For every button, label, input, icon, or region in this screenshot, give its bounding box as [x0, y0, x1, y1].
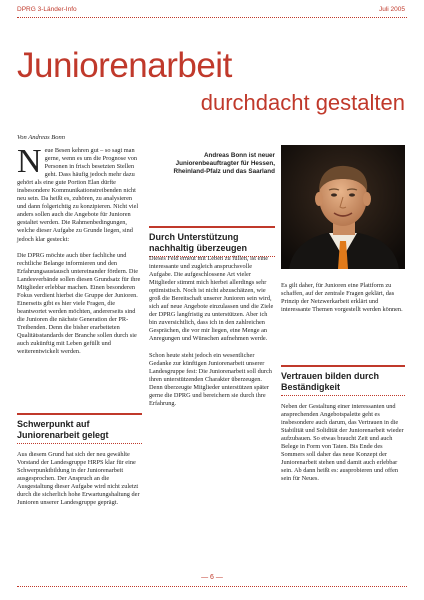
heading-text: Vertrauen bilden durch Beständigkeit [281, 371, 380, 392]
heading-text: Durch Unterstützung nachhaltig überzeugen [149, 232, 248, 253]
column-1 [17, 143, 142, 364]
column-2 [149, 255, 275, 416]
page-number [0, 574, 424, 581]
heading-text: Schwerpunkt auf Juniorenarbeit gelegt [17, 419, 109, 440]
article-title: Juniorenarbeit [17, 46, 232, 85]
author-photo [281, 145, 405, 269]
heading-dotted-rule [281, 395, 405, 396]
drop-cap: N [17, 143, 42, 180]
portrait-image [281, 145, 405, 269]
paragraph: Die DPRG möchte auch über fachliche und rechtliche Belange informieren und den Erfahrungsaustausch untereinander fördern. Die Landesverbände sollen diesen Grundsatz für ihre Mitglieder erlebbar machen. Einen besonderen Fokus verdient hierbei die Gruppe der Junioren. Einerseits gibt es hier viele Fragen, die beantwortet werden möchten, andererseits sind die Junioren die nächste Generation der PR-Treibenden. Denn die bisher erarbeiteten Qualitätsstandards der Branche sollen durch sie auch zukünftig mit Leben gefüllt und weiterentwickelt werden. [17, 251, 141, 356]
paragraph: Es gilt daher, für Junioren eine Plattform zu schaffen, auf der zentrale Fragen geklärt, das Prinzip der Netzwerkarbeit erklärt und interessante Themen vorgestellt werden können. [281, 282, 403, 314]
heading-rule [149, 226, 275, 228]
paragraph: Schon heute steht jedoch ein wesentlicher Gedanke zur künftigen Juniorenarbeit unserer Landesgruppe fest: Die Juniorenarbeit soll durch ihren unterstützenden Charakter überzeugen. Denn überzeugte Mitglieder unterstützen später gerne die DPRG und bereichern sie durch ihre Erfahrung. [149, 351, 272, 407]
section-heading-3 [281, 365, 405, 483]
section-heading-2 [149, 226, 275, 257]
intro-text: eue Besen kehren gut – so sagt man gerne, wenn es um die Prognose von Personen in frisch besetzten Stellen geht. Dass häufig jedoch mehr dazu gehört als eine gute Portion Elan dürfte insbesondere Kommunikationstreibenden nicht neu sein. Da heißt es, zuhören, zu analysieren und dann folgerichtig zu konzipieren. Nicht viel anders sollen auch die Angebote für Junioren gestaltet werden. Die Rahmenbedingungen, welche dieser Aufgabe zu Grunde liegen, sind jedoch klar gesteckt: [17, 147, 139, 243]
page-number-text: — 6 — [197, 574, 227, 581]
heading-dotted-rule [17, 443, 142, 444]
heading-rule [17, 413, 142, 415]
paragraph: Dieses Feld erneut mit Leben zu füllen, ist eine interessante und zugleich anspruchsvolle Aufgabe. Die aufgeschlossene Art vieler Mitglieder stimmt mich hierbei allerdings sehr optimistisch. Noch ist nicht abzuschätzen, wie groß die Bereitschaft unserer Junioren sein wird, sich auf neue Angebote einzulassen und die Ziele der DPRG langfristig zu unterstützen. Aber ich bin zuversichtlich, dass ich in den zahlreichen Gesprächen, die vor mir liegen, eine Menge an Anregungen und Wünschen aufnehmen werde. [149, 255, 274, 343]
article-subtitle: durchdacht gestalten [200, 90, 405, 115]
photo-caption: Andreas Bonn ist neuer Juniorenbeauftragter für Hessen, Rheinland-Pfalz und das Saarland [173, 152, 275, 175]
publication-name: DPRG 3-Länder-Info [17, 6, 77, 13]
heading-rule [281, 365, 405, 367]
issue-date: Juli 2005 [378, 6, 405, 13]
paragraph: Neben der Gestaltung einer interessanten und ansprechenden Angebotspalette geht es insbesondere auch darum, das Vertrauen in die Stabilität und Solidität der Juniorenarbeit wieder aufzubauen. So etwas braucht Zeit und auch Belege in Form von Taten. Bis Ende des Sommers soll daher das neue Konzept der Juniorenarbeit stehen und damit auch erlebbar sein. Ab dann heißt es: ausprobieren und offen sein für Neues. [281, 403, 404, 483]
section-heading-1 [17, 413, 142, 507]
author-byline: Von Andreas Bonn [17, 134, 66, 141]
paragraph: Aus diesem Grund hat sich der neu gewählte Vorstand der Landesgruppe HRPS klar für eine Schwerpunktbildung in der Juniorenarbeit ausgesprochen. Der Anspruch an die Ausgestaltung dieser Aufgabe wird nicht zuletzt durch die sicherlich hohe Erwartungshaltung der Junioren unserer Landesgruppe geprägt. [17, 451, 140, 507]
footer-divider [17, 586, 407, 587]
intro-paragraph [17, 143, 142, 244]
column-3 [281, 282, 405, 322]
header-divider [17, 17, 407, 18]
